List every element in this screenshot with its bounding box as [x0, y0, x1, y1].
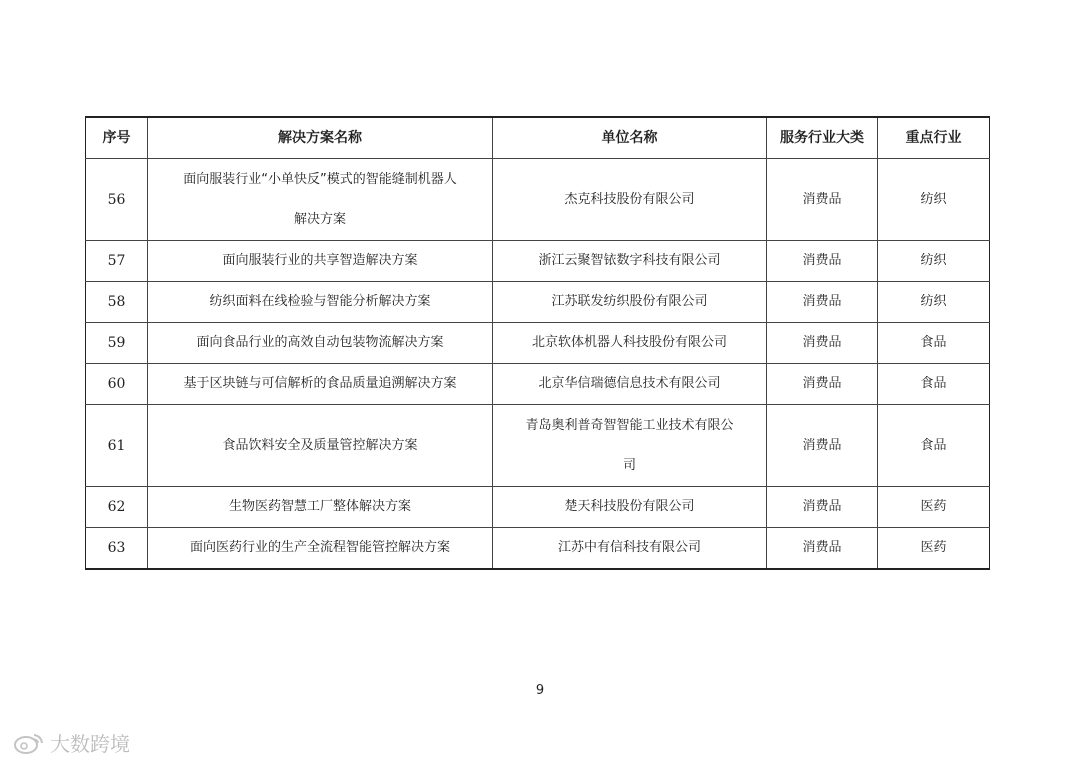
solution-name-line-1: 面向医药行业的生产全流程智能管控解决方案 [189, 540, 450, 555]
row-index [86, 241, 148, 282]
row-index [86, 364, 148, 405]
service-category-line-1: 消费品 [802, 437, 842, 453]
solution-name-line-1: 生物医药智慧工厂整体解决方案 [228, 499, 411, 514]
service-category-line-1: 消费品 [802, 335, 842, 350]
row-index-line-1: 63 [107, 540, 126, 556]
service-category [767, 159, 878, 241]
page-number: 9 [535, 683, 545, 698]
row-index [86, 487, 148, 528]
solution-name [148, 159, 493, 241]
header-index: 序号 [86, 117, 148, 159]
service-category-line-1: 消费品 [802, 540, 842, 555]
header-service-category: 服务行业大类 [767, 117, 878, 159]
table-row [86, 323, 990, 364]
service-category [767, 487, 878, 528]
solution-name [148, 364, 493, 405]
solution-name [148, 323, 493, 364]
company-name-line-1: 青岛奥利普奇智智能工业技术有限公 [525, 417, 734, 433]
key-industry [878, 405, 990, 487]
key-industry-line-1: 医药 [920, 499, 947, 514]
company-name-line-1: 楚天科技股份有限公司 [564, 499, 695, 514]
solution-name-line-1: 面向服装行业“小单快反”模式的智能缝制机器人 [183, 171, 457, 187]
company-name-line-1: 江苏联发纺织股份有限公司 [551, 294, 708, 309]
solution-name-line-1: 纺织面料在线检验与智能分析解决方案 [209, 294, 431, 309]
table-row [86, 241, 990, 282]
key-industry [878, 528, 990, 570]
company-name-line-1: 北京华信瑞德信息技术有限公司 [538, 376, 721, 391]
key-industry [878, 241, 990, 282]
company-name [493, 405, 767, 487]
solution-name-line-2: 解决方案 [293, 211, 346, 227]
table-row [86, 282, 990, 323]
service-category [767, 241, 878, 282]
key-industry [878, 364, 990, 405]
key-industry-line-1: 医药 [920, 540, 947, 555]
row-index-line-1: 59 [107, 335, 126, 351]
solution-name [148, 405, 493, 487]
service-category-line-1: 消费品 [802, 376, 842, 391]
solution-name-line-1: 基于区块链与可信解析的食品质量追溯解决方案 [183, 376, 457, 391]
company-name-line-2: 司 [622, 457, 636, 473]
service-category [767, 528, 878, 570]
solution-name [148, 528, 493, 570]
company-name [493, 323, 767, 364]
company-name-line-1: 北京软体机器人科技股份有限公司 [531, 335, 727, 350]
solution-name-line-1: 食品饮料安全及质量管控解决方案 [222, 437, 418, 453]
service-category-line-1: 消费品 [802, 499, 842, 514]
company-name-line-1: 浙江云聚智铱数字科技有限公司 [538, 253, 721, 268]
row-index-line-1: 60 [107, 376, 126, 392]
company-name [493, 159, 767, 241]
key-industry-line-1: 食品 [920, 437, 947, 453]
company-name [493, 487, 767, 528]
service-category [767, 405, 878, 487]
row-index [86, 159, 148, 241]
solution-name-line-1: 面向服装行业的共享智造解决方案 [222, 253, 418, 268]
row-index [86, 282, 148, 323]
watermark-text: 大数跨境 [50, 732, 130, 756]
key-industry-line-1: 食品 [920, 376, 947, 391]
table-row [86, 487, 990, 528]
solution-name [148, 487, 493, 528]
key-industry-line-1: 纺织 [920, 253, 947, 268]
company-name-line-1: 江苏中有信科技有限公司 [557, 540, 701, 555]
key-industry [878, 323, 990, 364]
solution-name-line-1: 面向食品行业的高效自动包装物流解决方案 [196, 335, 444, 350]
row-index-line-1: 58 [107, 294, 126, 310]
table-row [86, 528, 990, 570]
service-category [767, 282, 878, 323]
weibo-logo-icon [12, 731, 46, 755]
row-index-line-1: 62 [107, 499, 126, 515]
company-name [493, 241, 767, 282]
solution-name [148, 282, 493, 323]
key-industry-line-1: 纺织 [920, 294, 947, 309]
company-name-line-1: 杰克科技股份有限公司 [564, 191, 695, 207]
table-header-row [86, 117, 990, 159]
key-industry [878, 282, 990, 323]
service-category [767, 364, 878, 405]
service-category-line-1: 消费品 [802, 191, 842, 207]
row-index-line-1: 56 [107, 191, 126, 208]
solutions-table [85, 116, 990, 570]
key-industry [878, 487, 990, 528]
company-name [493, 282, 767, 323]
table-row [86, 405, 990, 487]
watermark [12, 728, 130, 757]
header-solution-name: 解决方案名称 [148, 117, 493, 159]
table-row [86, 159, 990, 241]
service-category-line-1: 消费品 [802, 294, 842, 309]
header-key-industry: 重点行业 [878, 117, 990, 159]
table-row [86, 364, 990, 405]
key-industry [878, 159, 990, 241]
service-category [767, 323, 878, 364]
header-company-name: 单位名称 [493, 117, 767, 159]
company-name [493, 528, 767, 570]
row-index-line-1: 61 [107, 437, 126, 454]
key-industry-line-1: 食品 [920, 335, 947, 350]
company-name [493, 364, 767, 405]
service-category-line-1: 消费品 [802, 253, 842, 268]
row-index [86, 405, 148, 487]
row-index [86, 323, 148, 364]
row-index-line-1: 57 [107, 253, 126, 269]
key-industry-line-1: 纺织 [920, 191, 947, 207]
row-index [86, 528, 148, 570]
solution-name [148, 241, 493, 282]
